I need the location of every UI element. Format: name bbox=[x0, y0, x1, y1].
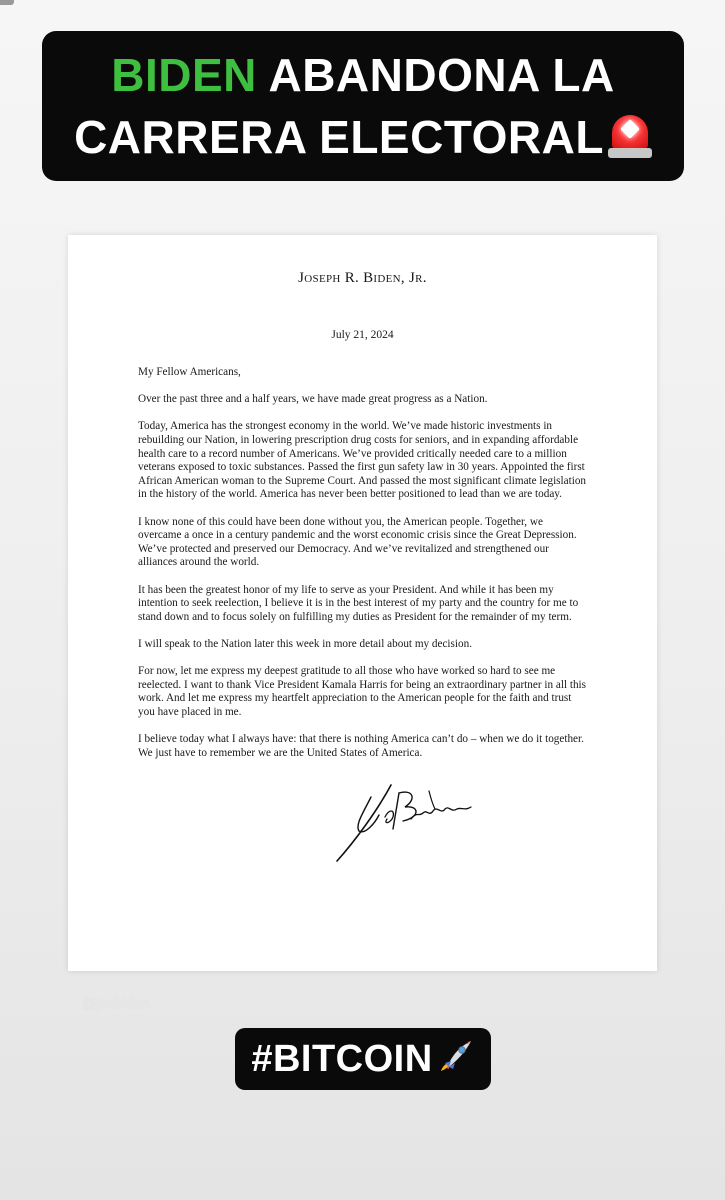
letter-paragraph: I know none of this could have been done without you, the American people. Together, we overcame a once in a century pandemic and the worst economic crisis since the Great Depression. We’ve protected and preserved our Democracy. And we’ve revitalized and strengthened our alliances around the world. bbox=[138, 515, 577, 569]
letter-paragraph: I believe today what I always have: that there is nothing America can’t do – when we do it together. We just have to remember we are the United States of America. bbox=[138, 733, 584, 759]
letter-paragraph: It has been the greatest honor of my life to serve as your President. And while it has been my intention to seek reelection, I believe it is in the best interest of my party and the country for me to stand down and to focus solely on fulfilling my duties as President for the remainder of my term. bbox=[138, 583, 579, 623]
headline-line-2 bbox=[42, 106, 684, 168]
letter-paragraph: For now, let me express my deepest gratitude to all those who have worked so hard to see me reelected. I want to thank Vice President Kamala Harris for being an extraordinary partner in all this work. And let me express my heartfelt appreciation to the American people for the faith and trust you have placed in me. bbox=[138, 665, 587, 718]
letter-body bbox=[138, 366, 588, 774]
hashtag-banner bbox=[235, 1028, 491, 1090]
watermark-handle: @joebiden bbox=[82, 995, 150, 1011]
headline-line-2-text: CARRERA ELECTORAL bbox=[74, 111, 604, 163]
rocket-icon bbox=[435, 1037, 475, 1077]
letter-paragraph: Today, America has the strongest economy in the world. We’ve made historic investments in rebuilding our Nation, in lowering prescription drug costs for seniors, and in expanding affordable health care to a record number of Americans. We’ve provided critically needed care to a million veterans exposed to toxic substances. Passed the first gun safety law in 30 years. Appointed the first African American woman to the Supreme Court. And passed the most significant climate legislation in the history of the world. America has never been better positioned to lead than we are today. bbox=[138, 420, 587, 501]
police-siren-icon bbox=[608, 113, 652, 159]
letter-salutation: My Fellow Americans, bbox=[138, 366, 241, 378]
letter-paragraph: Over the past three and a half years, we have made great progress as a Nation. bbox=[138, 393, 488, 406]
letter-date: July 21, 2024 bbox=[331, 329, 394, 341]
headline-banner bbox=[42, 31, 684, 181]
hashtag-text: #BITCOIN bbox=[251, 1038, 433, 1080]
story-progress-mark bbox=[0, 0, 14, 5]
letterhead: Joseph R. Biden, Jr. bbox=[298, 270, 427, 286]
headline-line-1-rest: ABANDONA LA bbox=[268, 49, 615, 101]
handwritten-signature bbox=[333, 775, 483, 865]
headline-line-1 bbox=[42, 44, 684, 106]
headline-highlight: BIDEN bbox=[111, 49, 257, 101]
letter-paragraph: I will speak to the Nation later this week in more detail about my decision. bbox=[138, 637, 472, 650]
letter-document bbox=[68, 235, 657, 971]
